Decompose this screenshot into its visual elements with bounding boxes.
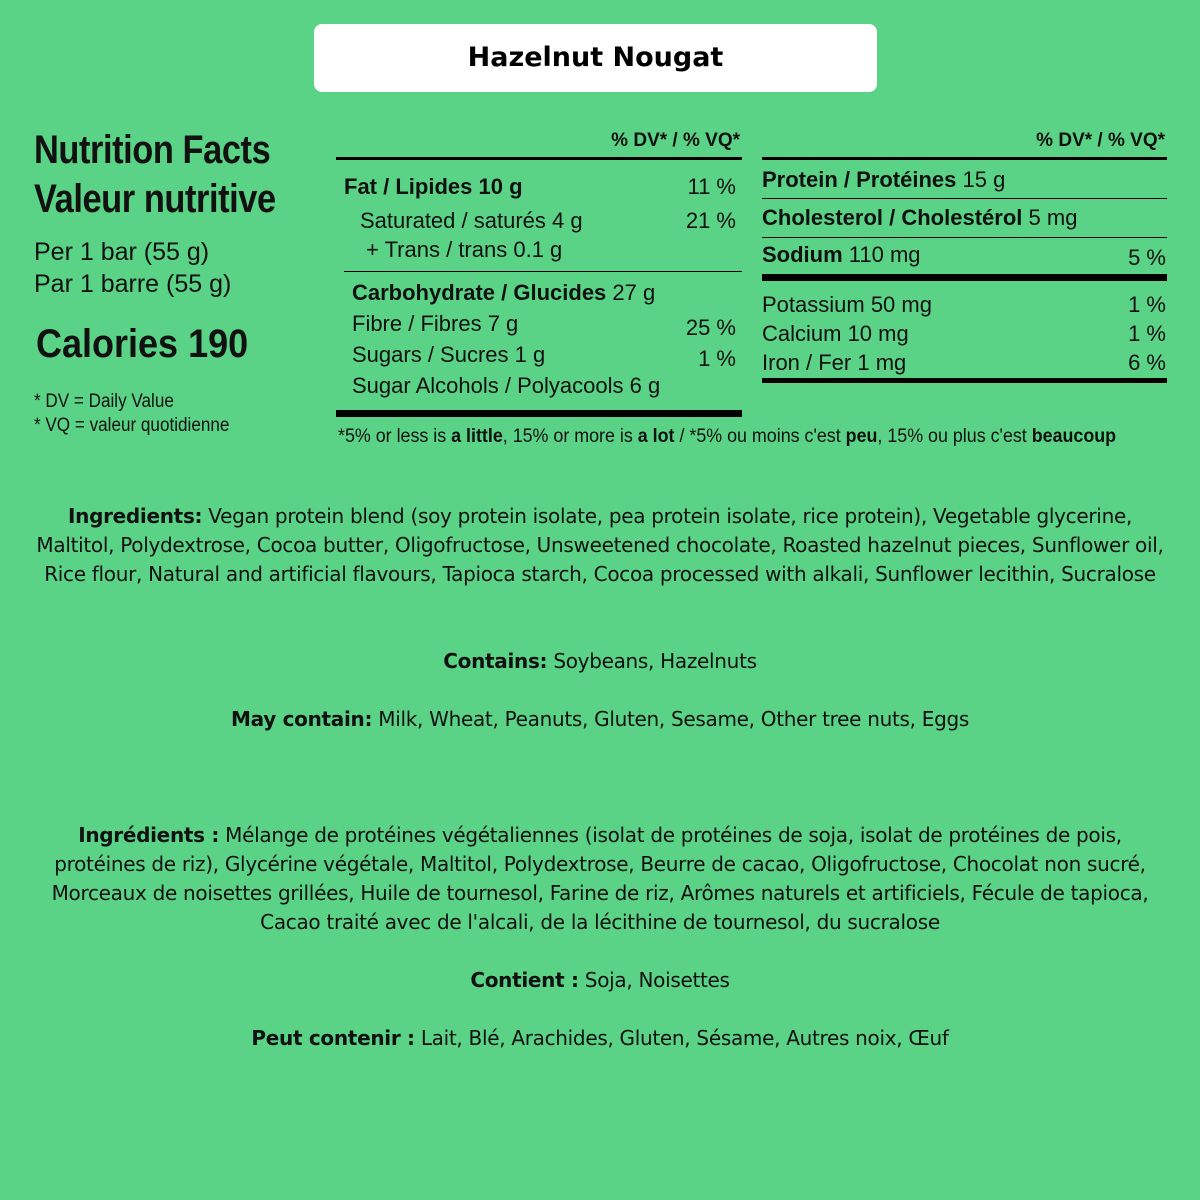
nutrition-facts-heading: Nutrition Facts [34,128,271,172]
protein-row [762,167,1005,193]
fibre-dv: 25 % [685,315,736,340]
carbs-label: Carbohydrate / Glucides [352,280,607,305]
ingredients-fr-label: Ingrédients : [78,823,220,847]
cholesterol-row [762,205,1077,231]
product-title: Hazelnut Nougat [314,24,877,92]
may-contain-en-text: Milk, Wheat, Peanuts, Gluten, Sesame, Other tree nuts, Eggs [372,707,969,731]
sugars-dv: 1 % [698,346,736,371]
cholesterol-label: Cholesterol / Cholestérol [762,205,1023,230]
contains-en [30,647,1170,676]
sodium-row [762,242,921,268]
sodium-label: Sodium [762,242,843,267]
fat-amount: 10 g [478,174,523,199]
carbs-amount: 27 g [612,280,656,305]
contains-fr-text: Soja, Noisettes [578,968,730,992]
ingredients-fr [30,821,1170,937]
fat-row [344,174,523,200]
dv-header-left: % DV* / % VQ* [611,130,740,151]
ingredients-en-label: Ingredients: [67,504,203,528]
calcium-row: Calcium 10 mg [762,321,909,346]
sodium-amount: 110 mg [848,242,921,267]
protein-amount: 15 g [962,167,1006,192]
dv-header-right: % DV* / % VQ* [1036,130,1165,151]
iron-dv: 6 % [1128,350,1166,375]
may-contain-en-label: May contain: [231,707,373,731]
ingredients-en-text: Vegan protein blend (soy protein isolate, pea protein isolate, rice protein), Vegetable glycerine, Maltitol, Polydextrose, Cocoa butter, Oligofructose, Unsweetened chocolate, Roasted hazelnut pieces, Sunflower oil, Rice flour, Natural and artificial flavours, Tapioca starch, Cocoa processed with alkali, Sunflower lecithin, Sucralose [36,504,1164,586]
serving-size-fr: Par 1 barre (55 g) [34,270,232,298]
sugars-row: Sugars / Sucres 1 g [352,342,546,367]
may-contain-en [30,705,1170,734]
trans-row: + Trans / trans 0.1 g [366,237,563,262]
legend-dv: * DV = Daily Value [34,391,174,412]
ingredients-en [30,502,1170,589]
may-contain-fr [30,1024,1170,1053]
serving-size-en: Per 1 bar (55 g) [34,238,210,266]
saturated-dv: 21 % [685,208,736,233]
protein-label: Protein / Protéines [762,167,957,192]
middle-divider [344,271,742,272]
fat-label: Fat / Lipides [344,174,473,199]
cholesterol-amount: 5 mg [1028,205,1078,230]
fat-dv: 11 % [687,174,736,199]
saturated-row: Saturated / saturés 4 g [360,208,583,233]
right-thick-rule [762,274,1167,281]
contains-fr-label: Contient : [470,968,579,992]
contains-en-text: Soybeans, Hazelnuts [547,649,757,673]
sugar-alcohols-row: Sugar Alcohols / Polyacools 6 g [352,373,661,398]
potassium-dv: 1 % [1128,292,1166,317]
carbs-row [352,280,655,306]
iron-row: Iron / Fer 1 mg [762,350,907,375]
contains-fr [30,966,1170,995]
may-contain-fr-text: Lait, Blé, Arachides, Gluten, Sésame, Autres noix, Œuf [414,1026,949,1050]
calcium-dv: 1 % [1128,321,1166,346]
middle-bottom-rule [336,410,742,417]
potassium-row: Potassium 50 mg [762,292,932,317]
right-divider-1 [762,198,1167,199]
valeur-nutritive-heading: Valeur nutritive [34,177,276,221]
legend-vq: * VQ = valeur quotidienne [34,415,230,436]
right-top-rule [762,157,1167,160]
fibre-row: Fibre / Fibres 7 g [352,311,519,336]
ingredients-fr-text: Mélange de protéines végétaliennes (isolat de protéines de soja, isolat de protéines de pois, protéines de riz), Glycérine végétale, Maltitol, Polydextrose, Beurre de cacao, Oligofructose, Chocolat non sucré, Morceaux de noisettes grillées, Huile de tournesol, Farine de riz, Arômes naturels et artificiels, Fécule de tapioca, Cacao traité avec de l'alcali, de la lécithine de tournesol, du sucralose [51,823,1149,934]
right-divider-2 [762,237,1167,238]
middle-top-rule [336,157,742,160]
right-bottom-rule [762,378,1167,383]
dv-footnote: *5% or less is a little, 15% or more is a lot / *5% ou moins c'est peu, 15% ou plus c'est beaucoup [338,426,1117,447]
calories: Calories 190 [36,322,249,366]
may-contain-fr-label: Peut contenir : [251,1026,415,1050]
sodium-dv: 5 % [1128,245,1166,270]
contains-en-label: Contains: [443,649,548,673]
